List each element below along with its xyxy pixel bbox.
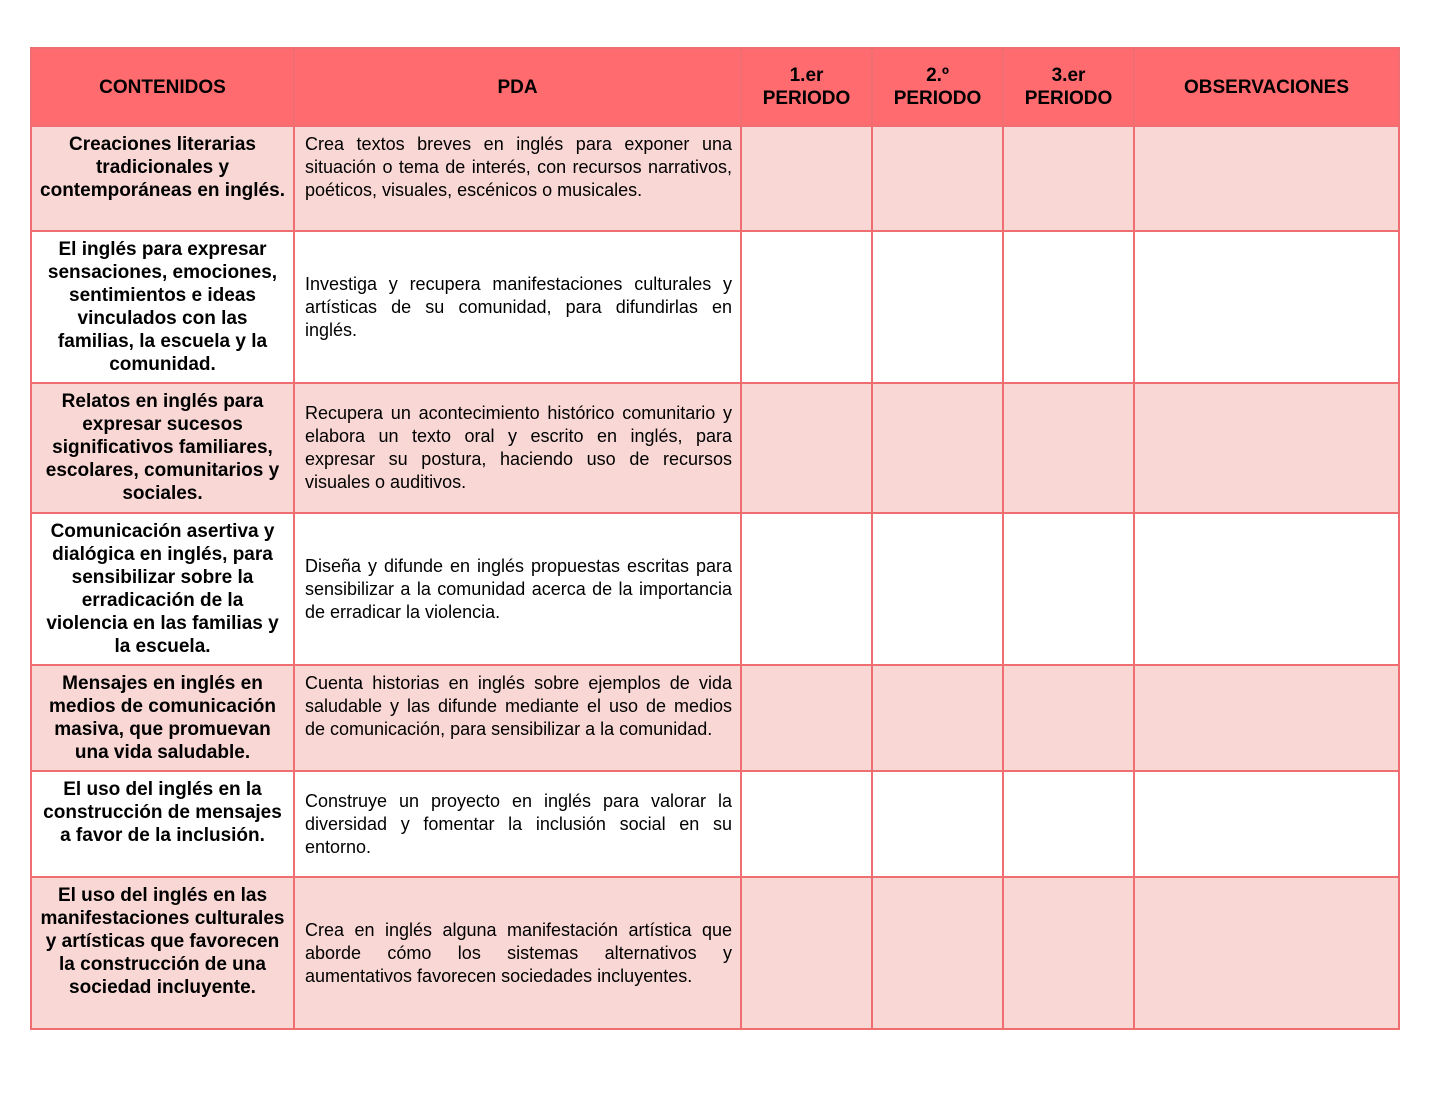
contenido-cell: Creaciones literarias tradicionales y contemporáneas en inglés. [31,126,294,231]
contenido-cell: El inglés para expresar sensaciones, emociones, sentimientos e ideas vinculados con las familias, la escuela y la comunidad. [31,231,294,383]
observaciones-cell[interactable] [1134,126,1399,231]
pda-cell: Recupera un acontecimiento histórico comunitario y elabora un texto oral y escrito en inglés, para expresar su postura, haciendo uso de recursos visuales o auditivos. [294,383,741,513]
observaciones-cell[interactable] [1134,383,1399,513]
period-3-cell[interactable] [1003,513,1134,665]
period-3-cell[interactable] [1003,665,1134,771]
period-2-cell[interactable] [872,877,1003,1029]
header-period-3-label: PERIODO [1024,88,1113,109]
period-2-cell[interactable] [872,231,1003,383]
pda-cell: Diseña y difunde en inglés propuestas escritas para sensibilizar a la comunidad acerca de la importancia de erradicar la violencia. [294,513,741,665]
period-3-cell[interactable] [1003,126,1134,231]
header-period-1 [741,48,872,126]
table-row [31,231,1399,383]
period-3-cell[interactable] [1003,877,1134,1029]
table-row [31,665,1399,771]
table-row [31,877,1399,1029]
table-row [31,126,1399,231]
observaciones-cell[interactable] [1134,665,1399,771]
period-1-cell[interactable] [741,877,872,1029]
pda-cell: Crea textos breves en inglés para exponer una situación o tema de interés, con recursos narrativos, poéticos, visuales, escénicos o musicales. [294,126,741,231]
header-pda: PDA [294,48,741,126]
period-2-cell[interactable] [872,513,1003,665]
observaciones-cell[interactable] [1134,771,1399,877]
period-3-cell[interactable] [1003,771,1134,877]
header-period-2 [872,48,1003,126]
table-row [31,513,1399,665]
period-1-cell[interactable] [741,231,872,383]
pda-cell: Crea en inglés alguna manifestación artística que aborde cómo los sistemas alternativos y aumentativos favorecen sociedades incluyentes. [294,877,741,1029]
period-2-cell[interactable] [872,126,1003,231]
period-1-cell[interactable] [741,513,872,665]
observaciones-cell[interactable] [1134,877,1399,1029]
period-3-cell[interactable] [1003,231,1134,383]
contenido-cell: Mensajes en inglés en medios de comunicación masiva, que promuevan una vida saludable. [31,665,294,771]
table-row [31,383,1399,513]
pda-cell: Cuenta historias en inglés sobre ejemplos de vida saludable y las difunde mediante el uso de medios de comunicación, para sensibilizar a la comunidad. [294,665,741,771]
period-2-cell[interactable] [872,771,1003,877]
header-period-3-number: 3.er [1051,65,1086,86]
period-2-cell[interactable] [872,665,1003,771]
table-header [31,48,1399,126]
header-period-2-label: PERIODO [893,88,982,109]
header-period-1-label: PERIODO [762,88,851,109]
header-period-2-number: 2.º [926,65,949,86]
period-1-cell[interactable] [741,665,872,771]
header-observaciones: OBSERVACIONES [1134,48,1399,126]
header-contenidos: CONTENIDOS [31,48,294,126]
pda-cell: Investiga y recupera manifestaciones culturales y artísticas de su comunidad, para difundirlas en inglés. [294,231,741,383]
contenido-cell: El uso del inglés en la construcción de mensajes a favor de la inclusión. [31,771,294,877]
contenido-cell: El uso del inglés en las manifestaciones culturales y artísticas que favorecen la construcción de una sociedad incluyente. [31,877,294,1029]
period-1-cell[interactable] [741,383,872,513]
period-1-cell[interactable] [741,771,872,877]
period-3-cell[interactable] [1003,383,1134,513]
contenido-cell: Comunicación asertiva y dialógica en inglés, para sensibilizar sobre la erradicación de la violencia en las familias y la escuela. [31,513,294,665]
evaluation-table [30,47,1400,1030]
header-period-1-number: 1.er [789,65,824,86]
table-row [31,771,1399,877]
pda-cell: Construye un proyecto en inglés para valorar la diversidad y fomentar la inclusión social en su entorno. [294,771,741,877]
observaciones-cell[interactable] [1134,231,1399,383]
contenido-cell: Relatos en inglés para expresar sucesos significativos familiares, escolares, comunitarios y sociales. [31,383,294,513]
observaciones-cell[interactable] [1134,513,1399,665]
header-period-3 [1003,48,1134,126]
period-2-cell[interactable] [872,383,1003,513]
period-1-cell[interactable] [741,126,872,231]
